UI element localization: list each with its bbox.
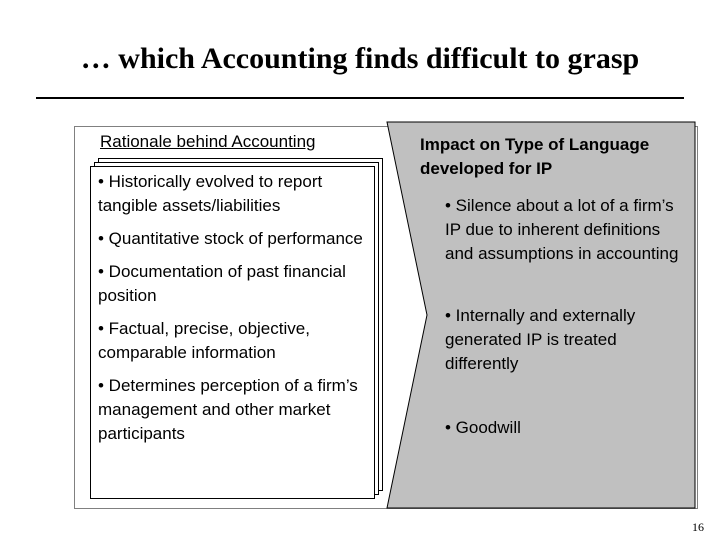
- slide-title: … which Accounting finds difficult to grasp: [80, 42, 640, 75]
- rationale-heading: Rationale behind Accounting: [100, 132, 316, 151]
- impact-list: [445, 194, 685, 440]
- list-item: • Internally and externally generated IP is treated differently: [445, 306, 636, 373]
- list-item: • Quantitative stock of performance: [98, 229, 363, 248]
- list-item: • Historically evolved to report tangible assets/liabilities: [98, 172, 323, 215]
- rationale-list: [98, 170, 370, 455]
- list-item: • Factual, precise, objective, comparable information: [98, 319, 310, 362]
- page-number: 16: [692, 520, 704, 534]
- list-item: • Determines perception of a firm’s management and other market participants: [98, 376, 358, 443]
- list-item: • Silence about a lot of a firm’s IP due to inherent definitions and assumptions in accounting: [445, 196, 679, 263]
- list-item: • Documentation of past financial position: [98, 262, 346, 305]
- title-underline: [36, 97, 684, 99]
- list-item: • Goodwill: [445, 418, 521, 437]
- impact-heading: Impact on Type of Language developed for IP: [420, 135, 650, 178]
